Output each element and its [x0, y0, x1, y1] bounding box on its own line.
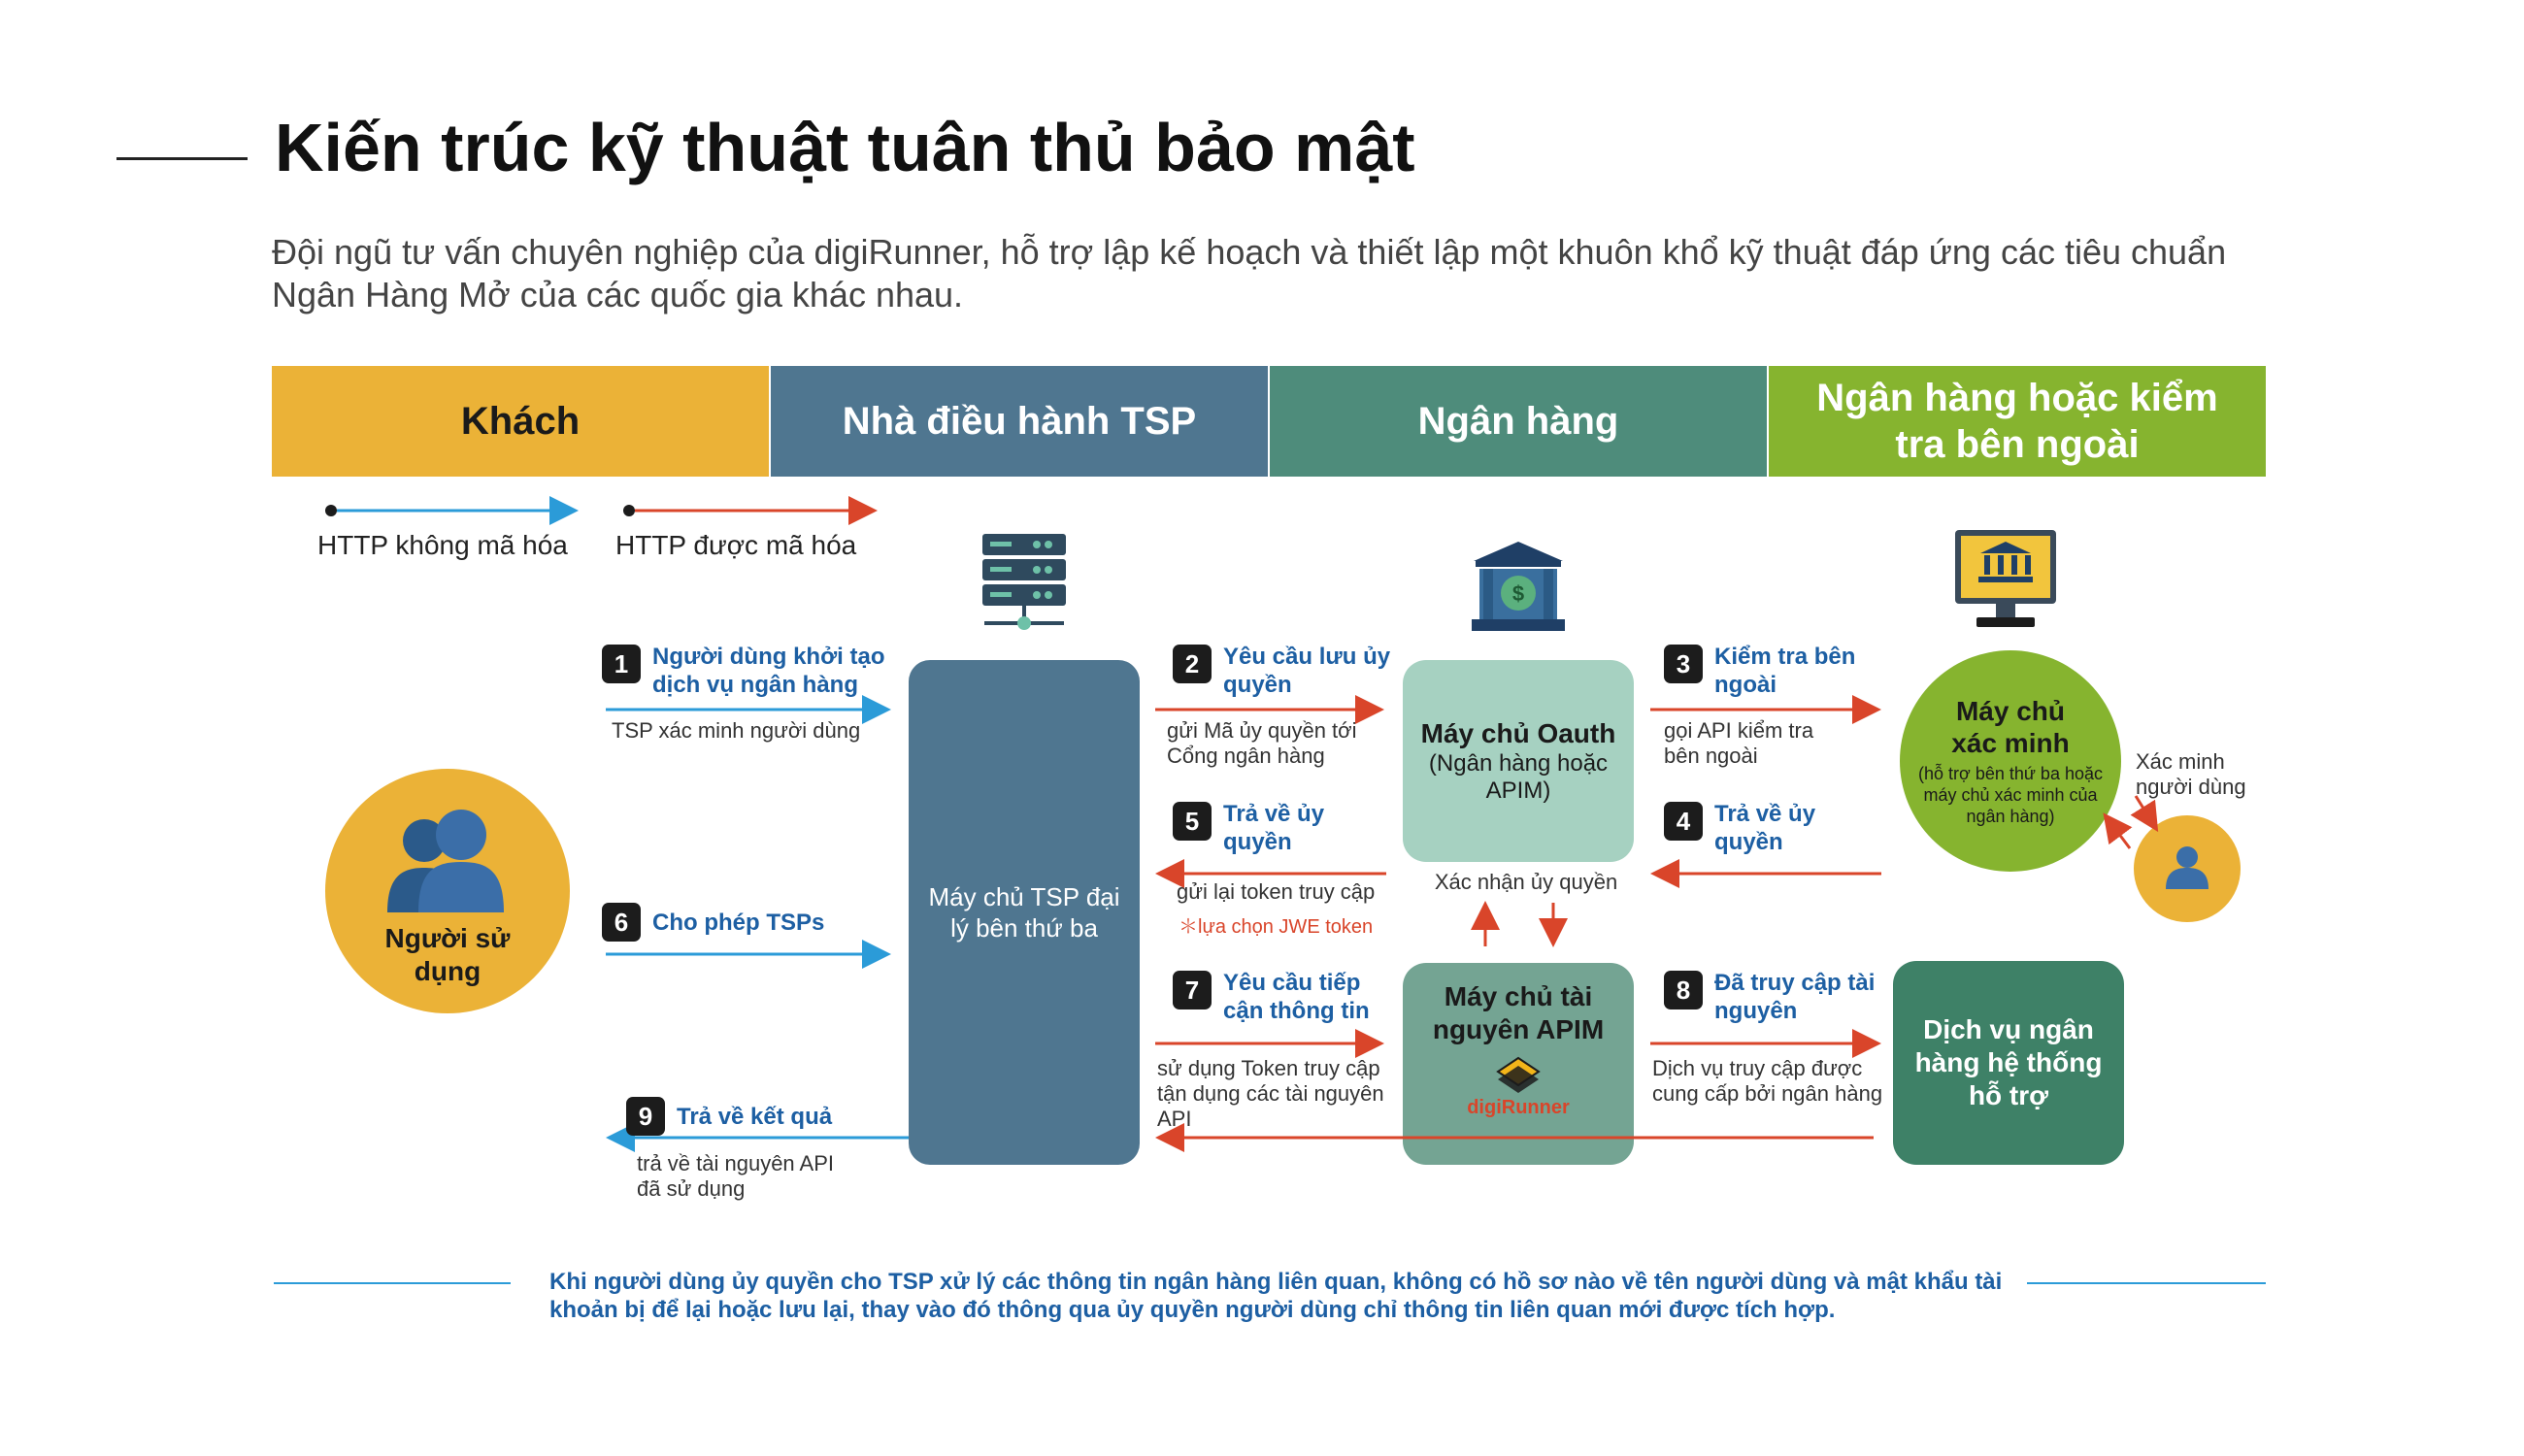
svg-text:$: $ — [1511, 581, 1525, 606]
step-9 — [626, 1095, 917, 1136]
step-label: Trả về ủy quyền — [1714, 801, 1816, 855]
footer-note: Khi người dùng ủy quyền cho TSP xử lý các thông tin ngân hàng liên quan, không có hồ sơ nào về tên người dùng và mật khẩu tài khoản bị để lại hoặc lưu lại, thay vào đó thông qua ủy quyền người dùng chỉ thông tin liên quan mới được tích hợp. — [549, 1269, 2003, 1323]
arrow-verify-user-in — [2107, 817, 2130, 848]
backend-service-label: Dịch vụ ngân hàng hệ thống hỗ trợ — [1914, 1014, 2103, 1110]
step-5-note: ＊lựa chọn JWE token — [1179, 916, 1374, 938]
step-label: Trả về kết quả — [677, 1104, 833, 1130]
page-title: Kiến trúc kỹ thuật tuân thủ bảo mật — [275, 110, 1415, 185]
resource-server-title: Máy chủ tài nguyên APIM — [1432, 981, 1605, 1044]
page-subtitle: Đội ngũ tư vấn chuyên nghiệp của digiRunner, hỗ trợ lập kế hoạch và thiết lập một khuôn khổ kỹ thuật đáp ứng các tiêu chuẩn Ngân Hàng Mở của các quốc gia khác nhau. — [272, 232, 2227, 314]
step-3-desc: gọi API kiểm tra bên ngoài — [1664, 718, 1814, 768]
step-5-desc: gửi lại token truy cập — [1177, 879, 1376, 904]
step-badge: 1 — [602, 645, 641, 683]
column-header-tsp-operator: Nhà điều hành TSP — [771, 366, 1268, 477]
step-label: Kiểm tra bên ngoài — [1714, 644, 1856, 698]
column-header-bank: Ngân hàng — [1270, 366, 1767, 477]
step-2 — [1173, 643, 1396, 699]
step-2-desc: gửi Mã ủy quyền tới Cổng ngân hàng — [1167, 718, 1357, 768]
step-label: Yêu cầu lưu ủy quyền — [1223, 644, 1391, 698]
step-9-desc: trả về tài nguyên API đã sử dụng — [637, 1151, 835, 1201]
step-3 — [1664, 643, 1887, 699]
step-badge: 6 — [602, 903, 641, 942]
step-label: Yêu cầu tiếp cận thông tin — [1223, 970, 1370, 1024]
step-badge: 8 — [1664, 971, 1703, 1009]
step-label: Người dùng khởi tạo dịch vụ ngân hàng — [652, 644, 885, 698]
step-5 — [1173, 800, 1396, 856]
legend-encrypted-dot — [623, 505, 635, 516]
oauth-server-title: Máy chủ Oauth — [1420, 718, 1616, 748]
legend-unencrypted-label: HTTP không mã hóa — [317, 530, 568, 560]
step-badge: 9 — [626, 1097, 665, 1136]
step-badge: 5 — [1173, 802, 1212, 841]
step-label: Cho phép TSPs — [652, 910, 825, 936]
step-4 — [1664, 800, 1887, 856]
step-7-desc: sử dụng Token truy cập tận dụng các tài nguyên API — [1157, 1056, 1384, 1131]
oauth-server-sub: (Ngân hàng hoặc APIM) — [1428, 750, 1609, 804]
digirunner-brand-text: digiRunner — [1467, 1097, 1570, 1118]
user-label: Người sử dụng — [384, 923, 511, 986]
step-badge: 7 — [1173, 971, 1212, 1009]
step-8-desc: Dịch vụ truy cập được cung cấp bởi ngân hàng — [1652, 1056, 1883, 1106]
auth-server-title: Máy chủ xác minh — [1951, 696, 2070, 758]
step-label: Đã truy cập tài nguyên — [1714, 970, 1876, 1024]
step-badge: 2 — [1173, 645, 1212, 683]
step-1-desc: TSP xác minh người dùng — [612, 718, 861, 743]
column-header-external: Ngân hàng hoặc kiểm tra bên ngoài — [1769, 366, 2266, 477]
legend-unencrypted-dot — [325, 505, 337, 516]
column-header-guest: Khách — [272, 366, 769, 477]
step-badge: 4 — [1664, 802, 1703, 841]
confirm-auth-label: Xác nhận ủy quyền — [1434, 870, 1618, 894]
legend-encrypted-label: HTTP được mã hóa — [615, 530, 857, 560]
auth-server-sub: (hỗ trợ bên thứ ba hoặc máy chủ xác minh của ngân hàng) — [1918, 764, 2103, 826]
step-8 — [1664, 969, 1887, 1025]
step-1 — [602, 643, 913, 699]
verify-user-label: Xác minh người dùng — [2136, 749, 2246, 799]
step-7 — [1173, 969, 1396, 1025]
step-badge: 3 — [1664, 645, 1703, 683]
step-6 — [602, 901, 913, 942]
arrow-verify-user-out — [2136, 796, 2155, 827]
tsp-server-label: Máy chủ TSP đại lý bên thứ ba — [928, 882, 1120, 943]
step-label: Trả về ủy quyền — [1223, 801, 1325, 855]
